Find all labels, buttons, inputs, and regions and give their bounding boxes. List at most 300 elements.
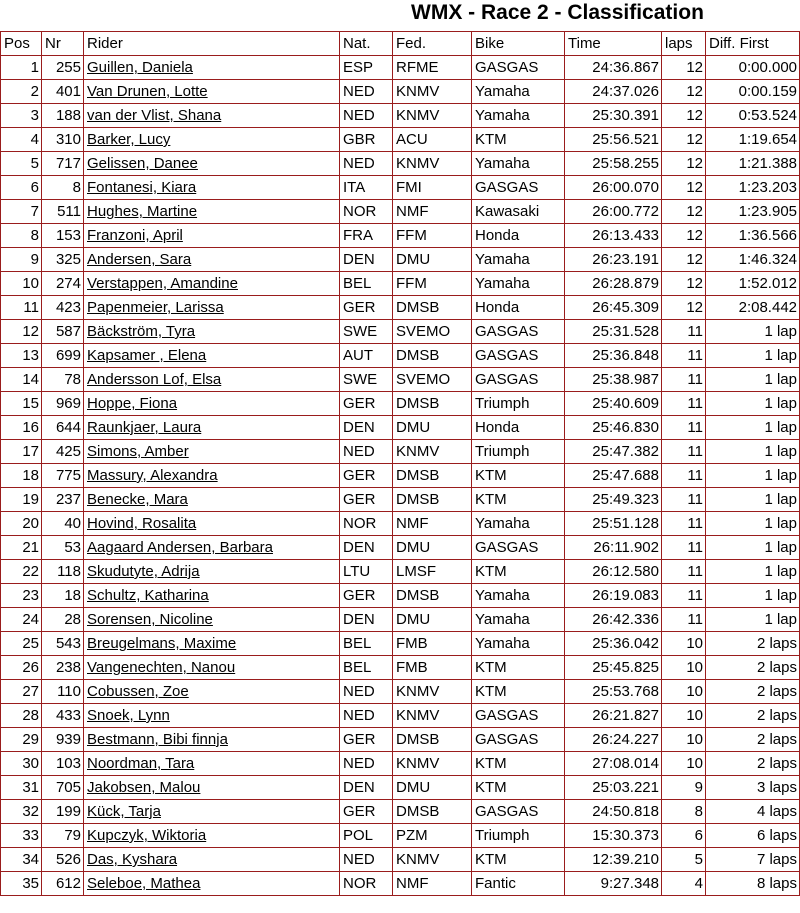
- cell-bike: GASGAS: [472, 344, 565, 368]
- rider-link[interactable]: Schultz, Katharina: [87, 587, 209, 604]
- cell-pos: 28: [0, 704, 42, 728]
- cell-nat: SWE: [340, 320, 393, 344]
- classification-table: [0, 31, 800, 896]
- cell-pos: 26: [0, 656, 42, 680]
- cell-diff-first: 0:00.159: [706, 80, 800, 104]
- rider-link[interactable]: Gelissen, Danee: [87, 155, 198, 172]
- rider-link[interactable]: Simons, Amber: [87, 443, 189, 460]
- rider-link[interactable]: Das, Kyshara: [87, 851, 178, 868]
- cell-laps: 12: [662, 176, 706, 200]
- cell-bike: Triumph: [472, 392, 565, 416]
- cell-bike: GASGAS: [472, 176, 565, 200]
- cell-fed: FFM: [393, 272, 472, 296]
- cell-diff-first: 8 laps: [706, 872, 800, 896]
- rider-link[interactable]: Seleboe, Mathea: [87, 875, 201, 892]
- cell-diff-first: 1 lap: [706, 464, 800, 488]
- cell-bike: KTM: [472, 752, 565, 776]
- cell-diff-first: 2 laps: [706, 728, 800, 752]
- cell-fed: FMI: [393, 176, 472, 200]
- cell-pos: 30: [0, 752, 42, 776]
- cell-nat: GER: [340, 392, 393, 416]
- cell-fed: NMF: [393, 872, 472, 896]
- cell-pos: 3: [0, 104, 42, 128]
- cell-diff-first: 1 lap: [706, 512, 800, 536]
- cell-bike: Triumph: [472, 440, 565, 464]
- rider-link[interactable]: Andersen, Sara: [87, 251, 192, 268]
- rider-link[interactable]: Benecke, Mara: [87, 491, 188, 508]
- cell-time: 26:28.879: [565, 272, 662, 296]
- cell-rider: [84, 368, 340, 392]
- table-row: [0, 416, 800, 440]
- cell-nat: DEN: [340, 248, 393, 272]
- cell-rider: [84, 872, 340, 896]
- cell-diff-first: 2 laps: [706, 632, 800, 656]
- cell-nat: BEL: [340, 656, 393, 680]
- cell-pos: 4: [0, 128, 42, 152]
- cell-bike: Yamaha: [472, 608, 565, 632]
- cell-laps: 12: [662, 152, 706, 176]
- cell-nr: 18: [42, 584, 84, 608]
- cell-nr: 433: [42, 704, 84, 728]
- cell-rider: [84, 104, 340, 128]
- cell-diff-first: 1:19.654: [706, 128, 800, 152]
- cell-pos: 6: [0, 176, 42, 200]
- cell-bike: GASGAS: [472, 728, 565, 752]
- cell-bike: Honda: [472, 224, 565, 248]
- cell-laps: 9: [662, 776, 706, 800]
- cell-pos: 12: [0, 320, 42, 344]
- table-row: [0, 344, 800, 368]
- rider-link[interactable]: Van Drunen, Lotte: [87, 83, 208, 100]
- cell-laps: 12: [662, 56, 706, 80]
- cell-laps: 12: [662, 248, 706, 272]
- cell-nr: 199: [42, 800, 84, 824]
- cell-nr: 699: [42, 344, 84, 368]
- cell-fed: KNMV: [393, 680, 472, 704]
- table-row: [0, 56, 800, 80]
- cell-pos: 31: [0, 776, 42, 800]
- cell-fed: DMU: [393, 536, 472, 560]
- table-row: [0, 728, 800, 752]
- cell-time: 24:36.867: [565, 56, 662, 80]
- cell-diff-first: 1:21.388: [706, 152, 800, 176]
- cell-laps: 11: [662, 320, 706, 344]
- cell-diff-first: 1 lap: [706, 440, 800, 464]
- cell-time: 15:30.373: [565, 824, 662, 848]
- cell-nr: 53: [42, 536, 84, 560]
- cell-nr: 237: [42, 488, 84, 512]
- cell-bike: GASGAS: [472, 704, 565, 728]
- rider-link[interactable]: Skudutyte, Adrija: [87, 563, 200, 580]
- cell-laps: 12: [662, 272, 706, 296]
- rider-link[interactable]: Andersson Lof, Elsa: [87, 371, 222, 388]
- table-row: [0, 680, 800, 704]
- rider-link[interactable]: Barker, Lucy: [87, 131, 171, 148]
- cell-rider: [84, 392, 340, 416]
- header-pos: Pos: [0, 31, 42, 56]
- cell-laps: 11: [662, 392, 706, 416]
- table-row: [0, 776, 800, 800]
- cell-nat: GBR: [340, 128, 393, 152]
- cell-time: 26:00.772: [565, 200, 662, 224]
- cell-rider: [84, 464, 340, 488]
- table-row: [0, 296, 800, 320]
- cell-nat: FRA: [340, 224, 393, 248]
- cell-nat: NED: [340, 752, 393, 776]
- cell-nat: GER: [340, 488, 393, 512]
- rider-link[interactable]: Vangenechten, Nanou: [87, 659, 236, 676]
- cell-fed: NMF: [393, 512, 472, 536]
- cell-diff-first: 1 lap: [706, 392, 800, 416]
- cell-nat: NED: [340, 704, 393, 728]
- cell-diff-first: 1 lap: [706, 584, 800, 608]
- rider-link[interactable]: Bäckström, Tyra: [87, 323, 196, 340]
- cell-laps: 5: [662, 848, 706, 872]
- cell-diff-first: 3 laps: [706, 776, 800, 800]
- table-row: [0, 200, 800, 224]
- cell-fed: DMSB: [393, 392, 472, 416]
- cell-time: 25:36.848: [565, 344, 662, 368]
- cell-rider: [84, 128, 340, 152]
- table-row: [0, 512, 800, 536]
- cell-time: 25:47.382: [565, 440, 662, 464]
- cell-nat: NED: [340, 680, 393, 704]
- table-row: [0, 80, 800, 104]
- cell-diff-first: 1:23.905: [706, 200, 800, 224]
- cell-fed: DMSB: [393, 344, 472, 368]
- cell-nat: GER: [340, 728, 393, 752]
- cell-diff-first: 4 laps: [706, 800, 800, 824]
- cell-nr: 153: [42, 224, 84, 248]
- rider-link[interactable]: Papenmeier, Larissa: [87, 299, 224, 316]
- cell-diff-first: 1 lap: [706, 608, 800, 632]
- table-row: [0, 536, 800, 560]
- cell-nr: 425: [42, 440, 84, 464]
- cell-diff-first: 1 lap: [706, 320, 800, 344]
- table-row: [0, 368, 800, 392]
- cell-time: 25:36.042: [565, 632, 662, 656]
- cell-nr: 939: [42, 728, 84, 752]
- cell-fed: DMU: [393, 416, 472, 440]
- cell-pos: 35: [0, 872, 42, 896]
- cell-pos: 14: [0, 368, 42, 392]
- table-row: [0, 248, 800, 272]
- rider-link[interactable]: Franzoni, April: [87, 227, 183, 244]
- cell-fed: FMB: [393, 632, 472, 656]
- header-diff-first: Diff. First: [706, 31, 800, 56]
- cell-rider: [84, 416, 340, 440]
- cell-fed: DMU: [393, 248, 472, 272]
- cell-nat: NOR: [340, 512, 393, 536]
- cell-laps: 11: [662, 584, 706, 608]
- cell-laps: 11: [662, 368, 706, 392]
- cell-fed: RFME: [393, 56, 472, 80]
- cell-pos: 8: [0, 224, 42, 248]
- cell-time: 12:39.210: [565, 848, 662, 872]
- rider-link[interactable]: Verstappen, Amandine: [87, 275, 238, 292]
- cell-laps: 11: [662, 416, 706, 440]
- cell-time: 25:30.391: [565, 104, 662, 128]
- cell-rider: [84, 248, 340, 272]
- cell-time: 24:37.026: [565, 80, 662, 104]
- cell-pos: 33: [0, 824, 42, 848]
- table-row: [0, 656, 800, 680]
- cell-diff-first: 1 lap: [706, 368, 800, 392]
- cell-diff-first: 0:53.524: [706, 104, 800, 128]
- cell-time: 25:31.528: [565, 320, 662, 344]
- table-row: [0, 800, 800, 824]
- cell-diff-first: 1 lap: [706, 416, 800, 440]
- cell-rider: [84, 632, 340, 656]
- cell-fed: KNMV: [393, 152, 472, 176]
- cell-nr: 705: [42, 776, 84, 800]
- cell-laps: 10: [662, 656, 706, 680]
- rider-link[interactable]: Jakobsen, Malou: [87, 779, 201, 796]
- cell-bike: KTM: [472, 656, 565, 680]
- table-row: [0, 152, 800, 176]
- cell-nr: 423: [42, 296, 84, 320]
- cell-bike: KTM: [472, 128, 565, 152]
- cell-nr: 325: [42, 248, 84, 272]
- table-row: [0, 704, 800, 728]
- cell-nat: NED: [340, 104, 393, 128]
- cell-diff-first: 2 laps: [706, 704, 800, 728]
- rider-link[interactable]: Noordman, Tara: [87, 755, 195, 772]
- cell-pos: 19: [0, 488, 42, 512]
- cell-diff-first: 1:23.203: [706, 176, 800, 200]
- cell-nr: 587: [42, 320, 84, 344]
- cell-fed: SVEMO: [393, 368, 472, 392]
- cell-time: 25:51.128: [565, 512, 662, 536]
- cell-fed: DMSB: [393, 728, 472, 752]
- cell-time: 26:00.070: [565, 176, 662, 200]
- cell-laps: 10: [662, 728, 706, 752]
- table-row: [0, 392, 800, 416]
- cell-nat: GER: [340, 296, 393, 320]
- cell-rider: [84, 344, 340, 368]
- cell-laps: 12: [662, 296, 706, 320]
- cell-pos: 29: [0, 728, 42, 752]
- cell-diff-first: 2 laps: [706, 680, 800, 704]
- cell-bike: KTM: [472, 848, 565, 872]
- rider-link[interactable]: Sorensen, Nicoline: [87, 611, 213, 628]
- cell-time: 26:23.191: [565, 248, 662, 272]
- cell-pos: 16: [0, 416, 42, 440]
- cell-nr: 717: [42, 152, 84, 176]
- cell-rider: [84, 680, 340, 704]
- cell-nat: BEL: [340, 272, 393, 296]
- cell-fed: KNMV: [393, 848, 472, 872]
- cell-bike: GASGAS: [472, 536, 565, 560]
- rider-link[interactable]: Massury, Alexandra: [87, 467, 218, 484]
- cell-rider: [84, 488, 340, 512]
- table-row: [0, 440, 800, 464]
- cell-time: 25:56.521: [565, 128, 662, 152]
- cell-laps: 12: [662, 80, 706, 104]
- cell-time: 25:03.221: [565, 776, 662, 800]
- cell-nr: 103: [42, 752, 84, 776]
- cell-rider: [84, 224, 340, 248]
- rider-link[interactable]: Raunkjaer, Laura: [87, 419, 202, 436]
- cell-nat: NED: [340, 80, 393, 104]
- cell-rider: [84, 776, 340, 800]
- cell-fed: DMSB: [393, 488, 472, 512]
- cell-rider: [84, 848, 340, 872]
- rider-link[interactable]: Kupczyk, Wiktoria: [87, 827, 207, 844]
- rider-link[interactable]: Snoek, Lynn: [87, 707, 170, 724]
- table-row: [0, 464, 800, 488]
- cell-nat: NOR: [340, 872, 393, 896]
- cell-laps: 12: [662, 128, 706, 152]
- cell-bike: GASGAS: [472, 56, 565, 80]
- rider-link[interactable]: Fontanesi, Kiara: [87, 179, 197, 196]
- rider-link[interactable]: Kück, Tarja: [87, 803, 161, 820]
- rider-link[interactable]: Guillen, Daniela: [87, 59, 193, 76]
- cell-time: 25:53.768: [565, 680, 662, 704]
- cell-pos: 9: [0, 248, 42, 272]
- cell-rider: [84, 440, 340, 464]
- cell-diff-first: 7 laps: [706, 848, 800, 872]
- header-time: Time: [565, 31, 662, 56]
- cell-diff-first: 1:52.012: [706, 272, 800, 296]
- cell-pos: 21: [0, 536, 42, 560]
- cell-diff-first: 1 lap: [706, 344, 800, 368]
- cell-time: 26:12.580: [565, 560, 662, 584]
- cell-pos: 17: [0, 440, 42, 464]
- cell-laps: 4: [662, 872, 706, 896]
- cell-fed: KNMV: [393, 80, 472, 104]
- cell-bike: KTM: [472, 488, 565, 512]
- cell-pos: 25: [0, 632, 42, 656]
- cell-laps: 12: [662, 200, 706, 224]
- page-title-bar: [0, 0, 800, 30]
- table-row: [0, 176, 800, 200]
- cell-nr: 110: [42, 680, 84, 704]
- cell-laps: 6: [662, 824, 706, 848]
- cell-fed: DMU: [393, 608, 472, 632]
- table-row: [0, 272, 800, 296]
- table-row: [0, 224, 800, 248]
- cell-laps: 11: [662, 608, 706, 632]
- cell-nat: ESP: [340, 56, 393, 80]
- cell-rider: [84, 560, 340, 584]
- rider-link[interactable]: Aagaard Andersen, Barbara: [87, 539, 273, 556]
- cell-diff-first: 1:36.566: [706, 224, 800, 248]
- cell-nat: NED: [340, 440, 393, 464]
- cell-bike: KTM: [472, 464, 565, 488]
- cell-rider: [84, 200, 340, 224]
- rider-link[interactable]: Hughes, Martine: [87, 203, 198, 220]
- table-row: [0, 320, 800, 344]
- cell-fed: KNMV: [393, 104, 472, 128]
- table-row: [0, 560, 800, 584]
- table-row: [0, 584, 800, 608]
- cell-rider: [84, 536, 340, 560]
- cell-fed: KNMV: [393, 440, 472, 464]
- cell-pos: 10: [0, 272, 42, 296]
- cell-laps: 10: [662, 632, 706, 656]
- cell-pos: 32: [0, 800, 42, 824]
- rider-link[interactable]: Bestmann, Bibi finnja: [87, 731, 228, 748]
- cell-fed: DMSB: [393, 800, 472, 824]
- cell-fed: KNMV: [393, 752, 472, 776]
- table-row: [0, 824, 800, 848]
- rider-link[interactable]: Hoppe, Fiona: [87, 395, 178, 412]
- cell-nat: POL: [340, 824, 393, 848]
- cell-time: 26:24.227: [565, 728, 662, 752]
- cell-bike: Yamaha: [472, 80, 565, 104]
- header-fed: Fed.: [393, 31, 472, 56]
- rider-link[interactable]: Kapsamer , Elena: [87, 347, 207, 364]
- cell-rider: [84, 272, 340, 296]
- cell-bike: GASGAS: [472, 800, 565, 824]
- cell-nr: 79: [42, 824, 84, 848]
- cell-diff-first: 0:00.000: [706, 56, 800, 80]
- cell-time: 9:27.348: [565, 872, 662, 896]
- cell-diff-first: 2 laps: [706, 752, 800, 776]
- rider-link[interactable]: Breugelmans, Maxime: [87, 635, 237, 652]
- cell-nr: 526: [42, 848, 84, 872]
- cell-nr: 274: [42, 272, 84, 296]
- cell-laps: 12: [662, 224, 706, 248]
- cell-bike: Yamaha: [472, 152, 565, 176]
- cell-pos: 11: [0, 296, 42, 320]
- rider-link[interactable]: Cobussen, Zoe: [87, 683, 189, 700]
- cell-rider: [84, 584, 340, 608]
- cell-bike: Kawasaki: [472, 200, 565, 224]
- cell-bike: Fantic: [472, 872, 565, 896]
- cell-fed: LMSF: [393, 560, 472, 584]
- cell-nat: BEL: [340, 632, 393, 656]
- cell-bike: KTM: [472, 680, 565, 704]
- cell-time: 26:19.083: [565, 584, 662, 608]
- cell-nr: 118: [42, 560, 84, 584]
- cell-nat: DEN: [340, 536, 393, 560]
- cell-fed: DMSB: [393, 296, 472, 320]
- cell-nr: 310: [42, 128, 84, 152]
- cell-rider: [84, 176, 340, 200]
- cell-pos: 2: [0, 80, 42, 104]
- cell-bike: Yamaha: [472, 512, 565, 536]
- rider-link[interactable]: Hovind, Rosalita: [87, 515, 197, 532]
- cell-time: 27:08.014: [565, 752, 662, 776]
- cell-rider: [84, 656, 340, 680]
- cell-time: 25:49.323: [565, 488, 662, 512]
- cell-diff-first: 1 lap: [706, 560, 800, 584]
- table-row: [0, 848, 800, 872]
- cell-time: 26:45.309: [565, 296, 662, 320]
- cell-fed: SVEMO: [393, 320, 472, 344]
- cell-diff-first: 1:46.324: [706, 248, 800, 272]
- cell-time: 25:47.688: [565, 464, 662, 488]
- cell-nr: 775: [42, 464, 84, 488]
- rider-link[interactable]: van der Vlist, Shana: [87, 107, 222, 124]
- cell-time: 25:45.825: [565, 656, 662, 680]
- cell-rider: [84, 152, 340, 176]
- cell-fed: ACU: [393, 128, 472, 152]
- cell-pos: 18: [0, 464, 42, 488]
- cell-fed: DMSB: [393, 584, 472, 608]
- cell-pos: 13: [0, 344, 42, 368]
- cell-pos: 22: [0, 560, 42, 584]
- cell-nr: 644: [42, 416, 84, 440]
- cell-rider: [84, 608, 340, 632]
- cell-bike: Yamaha: [472, 248, 565, 272]
- cell-nat: SWE: [340, 368, 393, 392]
- cell-bike: Honda: [472, 416, 565, 440]
- cell-nr: 612: [42, 872, 84, 896]
- cell-rider: [84, 512, 340, 536]
